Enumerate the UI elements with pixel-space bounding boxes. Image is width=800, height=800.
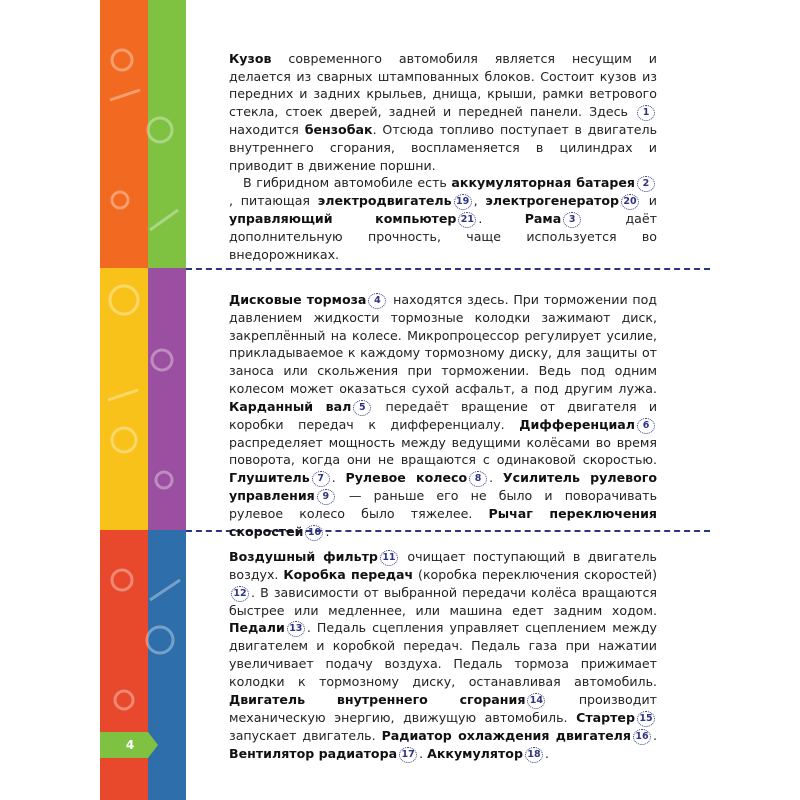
callout-number-badge: 16 bbox=[633, 729, 651, 745]
term-bold: Вентилятор радиатора bbox=[229, 745, 398, 761]
term-bold: Усилитель рулевого управления bbox=[229, 469, 657, 503]
text-run: , bbox=[473, 193, 486, 209]
section-brakes-transmission bbox=[229, 291, 657, 541]
section-body-structure bbox=[229, 50, 657, 264]
callout-number-badge: 1 bbox=[637, 105, 655, 121]
callout-number-badge: 17 bbox=[399, 747, 417, 763]
text-run: . Отсюда топливо поступает в двигатель внутреннего сгорания, воспламеняется в цилиндрах и приводит в движение поршни. bbox=[229, 122, 658, 173]
term-bold: Дисковые тормоза bbox=[229, 292, 367, 307]
text-run: даёт дополнительную прочность, чаще используется во внедорожниках. bbox=[229, 211, 657, 262]
text-run: (коробка переключения скоростей) bbox=[413, 567, 658, 582]
section-engine-components bbox=[229, 548, 657, 763]
term-bold: Дифференциал bbox=[519, 416, 635, 432]
callout-number-badge: 14 bbox=[527, 693, 545, 709]
term-bold: Радиатор охлаждения двигателя bbox=[381, 727, 631, 743]
term-bold: Рулевое колесо bbox=[345, 469, 468, 485]
text-run: . bbox=[478, 211, 525, 227]
callout-number-badge: 2 bbox=[637, 176, 655, 192]
callout-number-badge: 4 bbox=[368, 293, 386, 309]
callout-number-badge: 7 bbox=[312, 471, 330, 487]
callout-number-badge: 9 bbox=[317, 489, 335, 505]
callout-number-badge: 15 bbox=[637, 711, 655, 727]
term-bold: Глушитель bbox=[229, 469, 310, 485]
text-run: запускает двигатель. bbox=[229, 727, 382, 743]
callout-number-badge: 12 bbox=[231, 586, 249, 602]
text-run: . В зависимости от выбранной передачи колёса вращаются быстрее или медленнее, или машина едет задним ходом. bbox=[229, 584, 657, 618]
term-bold: Рама bbox=[524, 211, 562, 227]
term-bold: Педали bbox=[229, 620, 285, 636]
callout-number-badge: 11 bbox=[380, 550, 398, 566]
term-bold: Кузов bbox=[229, 51, 272, 66]
term-bold: Аккумулятор bbox=[427, 745, 523, 761]
term-bold: электродвигатель bbox=[317, 193, 452, 209]
text-run: В гибридном автомобиле есть bbox=[243, 175, 452, 191]
callout-number-badge: 13 bbox=[287, 621, 305, 637]
callout-number-badge: 19 bbox=[454, 194, 472, 210]
text-run: очищает поступающий в двигатель воздух. bbox=[229, 549, 657, 582]
text-run: современного автомобиля является несущим и делается из сварных штампованных блоков. Состоит кузов из передних и задних крыльев, днища, крыши, рамки ветрового стекла, стоек дверей, задней и передней панели. Здесь bbox=[229, 51, 657, 120]
term-bold: бензобак bbox=[304, 122, 373, 138]
text-run: находятся здесь. При торможении под давлением жидкости тормозные колодки зажимают диск, закреплённый на колесе. Микропроцессор регулирует усилие, прикладываемое к каждому тормозному диску, для защиты от заноса или скольжения при торможении. Ведь под одним колесом может оказаться сухой асфальт, а под другим лужа. bbox=[229, 292, 657, 396]
text-run: . bbox=[331, 469, 346, 485]
text-run: . bbox=[652, 727, 657, 743]
term-bold: Стартер bbox=[576, 709, 635, 725]
text-run: . Педаль сцепления управляет сцеплением между двигателем и коробкой передач. Педаль газа при нажатии увеличивает подачу воздуха. Педаль тормоза прижимает колодки к тормозному диску, останавливая автомобиль. bbox=[229, 620, 657, 689]
callout-number-badge: 6 bbox=[637, 418, 655, 434]
term-bold: Карданный вал bbox=[229, 398, 352, 414]
text-run: распределяет мощность между ведущими колёсами во время поворота, когда они не вращаются с одинаковой скоростью. bbox=[229, 434, 657, 468]
paragraph-body bbox=[229, 50, 657, 174]
callout-number-badge: 18 bbox=[525, 747, 543, 763]
callout-number-badge: 20 bbox=[621, 194, 639, 210]
text-run: и bbox=[641, 193, 657, 209]
text-run: находится bbox=[229, 122, 305, 138]
text-run: передаёт вращение от двигателя и коробки передач к дифференциалу. bbox=[229, 398, 658, 432]
text-run: производит механическую энергию, движущую автомобиль. bbox=[229, 691, 657, 725]
term-bold: Рычаг переключения скоростей bbox=[229, 505, 658, 539]
text-run: , питающая bbox=[229, 193, 318, 209]
callout-number-badge: 10 bbox=[305, 525, 323, 541]
callout-number-badge: 3 bbox=[563, 212, 581, 228]
text-run: . bbox=[419, 745, 428, 761]
text-run: . bbox=[544, 745, 549, 761]
page-number: 4 bbox=[125, 738, 135, 752]
term-bold: Воздушный фильтр bbox=[229, 549, 378, 564]
text-run: — раньше его не было и поворачивать рулевое колесо было тяжелее. bbox=[229, 487, 657, 521]
term-bold: управляющий компьютер bbox=[229, 211, 457, 227]
text-run: . bbox=[489, 469, 503, 485]
paragraph-brakes bbox=[229, 291, 657, 541]
callout-number-badge: 5 bbox=[353, 400, 371, 416]
text-run: . bbox=[325, 523, 330, 539]
term-bold: электрогенератор bbox=[485, 193, 620, 209]
paragraph-engine bbox=[229, 548, 657, 763]
callout-number-badge: 21 bbox=[458, 212, 476, 228]
decorative-side-stripes bbox=[100, 0, 186, 800]
section-divider-top bbox=[186, 268, 710, 270]
term-bold: Двигатель внутреннего сгорания bbox=[229, 691, 526, 707]
term-bold: Коробка передач bbox=[283, 567, 414, 582]
paragraph-hybrid bbox=[229, 174, 657, 263]
term-bold: аккумуляторная батарея bbox=[451, 175, 635, 191]
callout-number-badge: 8 bbox=[469, 471, 487, 487]
gear-pattern-icon bbox=[100, 0, 186, 800]
